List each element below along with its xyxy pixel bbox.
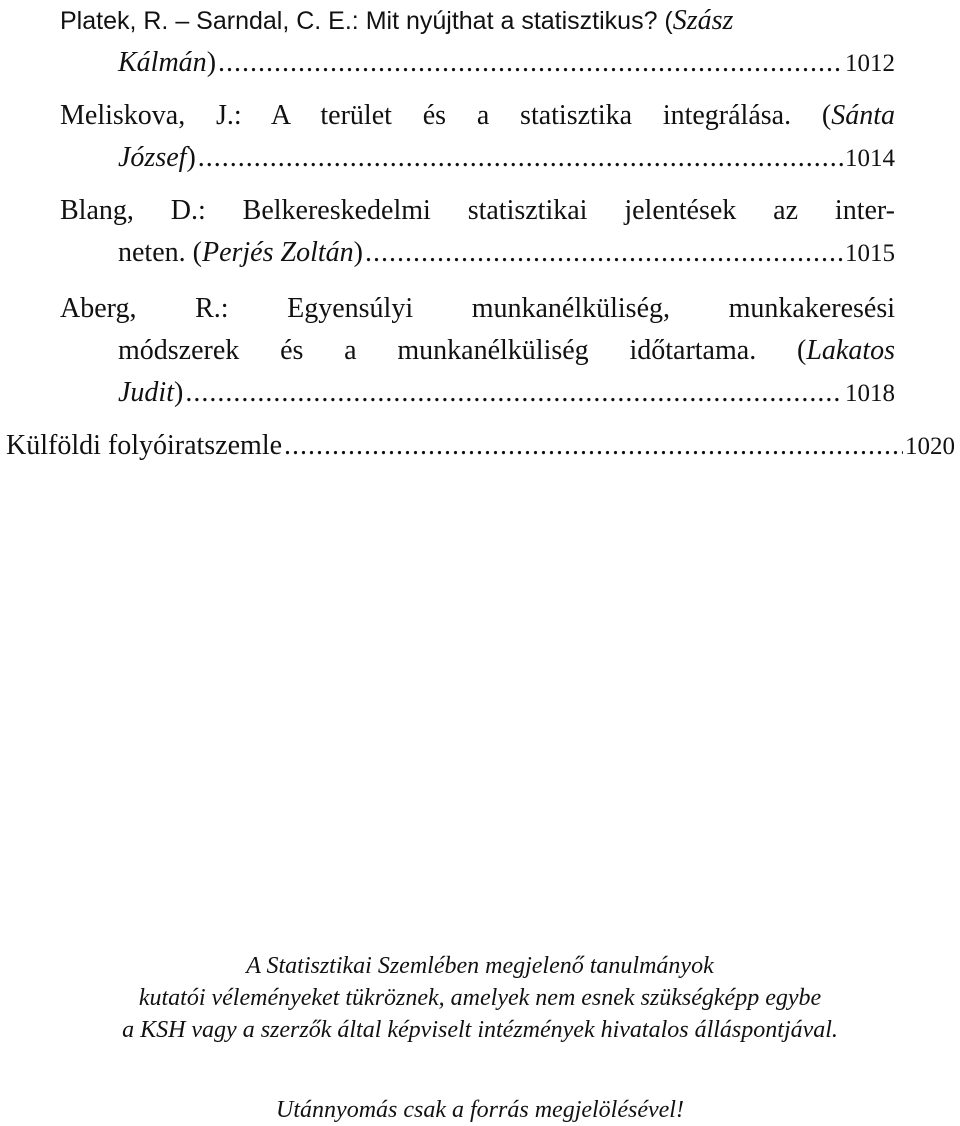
- disclaimer-line: kutatói véleményeket tükröznek, amelyek nem esnek szükségképp egybe: [138, 985, 822, 1011]
- toc-entry-line: [60, 0, 895, 42]
- toc-entry-last-line: neten. (Perjés Zoltán) ..... 1015: [60, 232, 895, 274]
- toc-entry-line: [60, 330, 895, 372]
- entry-title-text: Platek, R. – Sarndal, C. E.: Mit nyújthat a statisztikus? (: [60, 7, 673, 35]
- entry-reviewer-text: Kálmán: [118, 47, 207, 78]
- page-number: 1015: [845, 240, 895, 267]
- disclaimer-line: a KSH vagy a szerzők által képviselt intézmények hivatalos álláspontjával.: [122, 1017, 838, 1043]
- entry-reviewer-text: Lakatos: [806, 335, 895, 366]
- section-title: Külföldi folyóiratszemle: [6, 430, 283, 461]
- entry-reviewer-text: József: [118, 142, 187, 173]
- toc-entry-last-line: Kálmán) ..... 1012: [60, 42, 895, 84]
- toc-section-entry: [6, 425, 955, 467]
- entry-reviewer-text: Szász: [672, 5, 734, 36]
- toc-entry: [60, 0, 895, 84]
- page-number: 1014: [845, 145, 895, 172]
- entry-title-text: Aberg, R.: Egyensúlyi munkanélküliség, munkakeresési: [60, 293, 895, 324]
- toc-entry: [60, 95, 895, 179]
- entry-title-text: módszerek és a munkanélküliség időtartama. (: [118, 335, 807, 366]
- entry-reviewer-text: Sánta: [831, 100, 895, 131]
- page-number: 1018: [845, 380, 895, 407]
- toc-entry-line: [60, 95, 895, 137]
- dot-leader: [198, 137, 843, 179]
- disclaimer-line: A Statisztikai Szemlében megjelenő tanulmányok: [246, 953, 714, 979]
- dot-leader: [185, 372, 843, 414]
- page-number: 1020: [905, 433, 955, 460]
- dot-leader: [218, 42, 843, 84]
- dot-leader: [365, 232, 843, 274]
- toc-section-line: [6, 425, 955, 467]
- toc-entry-line: [60, 288, 895, 330]
- toc-entry-line: [60, 190, 895, 232]
- disclaimer-notice: [0, 950, 960, 1126]
- toc-entry: [60, 288, 895, 414]
- entry-reviewer-text: Perjés Zoltán: [201, 237, 354, 268]
- page-number: 1012: [845, 50, 895, 77]
- toc-entry-last-line: Judit) ..... 1018: [60, 372, 895, 414]
- reprint-notice: Utánnyomás csak a forrás megjelölésével!: [276, 1097, 684, 1123]
- entry-reviewer-text: Judit: [118, 377, 174, 408]
- entry-title-text: Meliskova, J.: A terület és a statisztika integrálása. (: [60, 100, 832, 131]
- dot-leader: [284, 425, 903, 467]
- toc-entry-last-line: József) ..... 1014: [60, 137, 895, 179]
- entry-title-text: Blang, D.: Belkereskedelmi statisztikai jelentések az inter-: [60, 195, 895, 226]
- toc-entry: [60, 190, 895, 274]
